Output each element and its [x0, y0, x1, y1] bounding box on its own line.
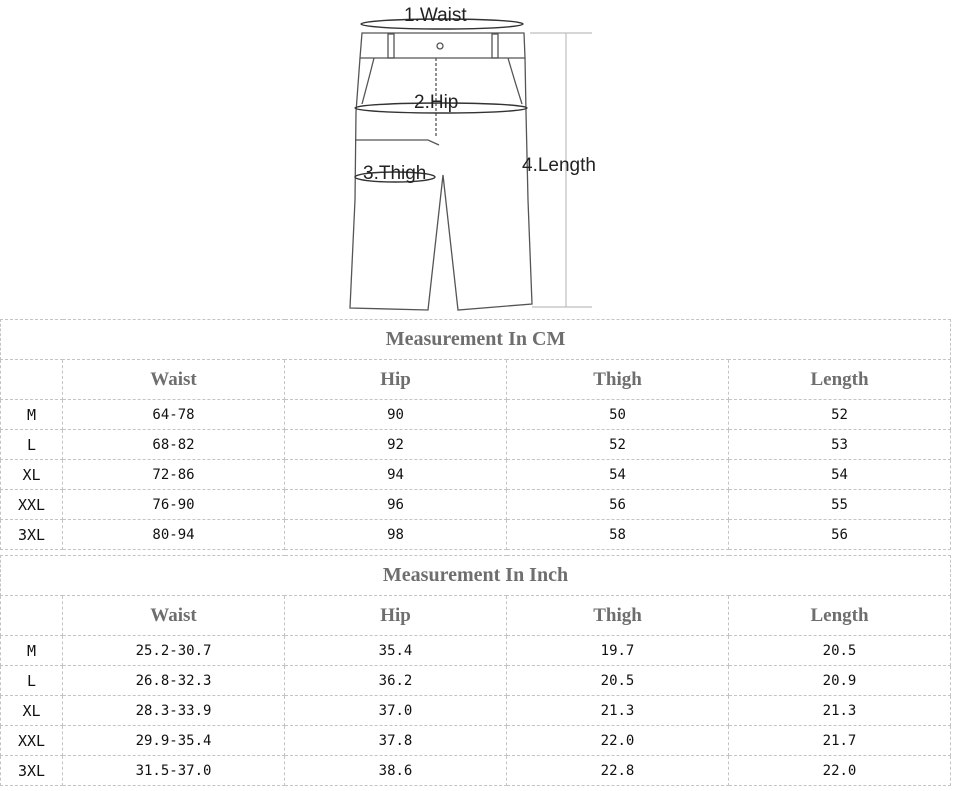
waist-cell: 26.8-32.3	[63, 666, 285, 696]
size-cell: L	[1, 666, 63, 696]
hip-cell: 94	[285, 460, 507, 490]
hip-cell: 92	[285, 430, 507, 460]
thigh-label: 3.Thigh	[363, 163, 427, 184]
column-header-waist: Waist	[63, 596, 285, 636]
size-header-empty	[1, 360, 63, 400]
size-cell: 3XL	[1, 756, 63, 786]
cm-header-row	[1, 360, 951, 400]
waist-cell: 80-94	[63, 520, 285, 550]
inch-table-title: Measurement In Inch	[1, 556, 951, 596]
thigh-cell: 54	[507, 460, 729, 490]
table-row	[1, 460, 951, 490]
cm-size-table	[0, 319, 951, 550]
thigh-cell: 21.3	[507, 696, 729, 726]
column-header-length: Length	[729, 360, 951, 400]
size-header-empty	[1, 596, 63, 636]
waist-cell: 64-78	[63, 400, 285, 430]
waist-label: 1.Waist	[404, 5, 467, 26]
size-cell: M	[1, 636, 63, 666]
length-cell: 55	[729, 490, 951, 520]
hip-cell: 37.0	[285, 696, 507, 726]
length-cell: 54	[729, 460, 951, 490]
inch-size-table	[0, 555, 951, 786]
hip-cell: 37.8	[285, 726, 507, 756]
size-cell: L	[1, 430, 63, 460]
thigh-cell: 22.8	[507, 756, 729, 786]
table-row	[1, 636, 951, 666]
hip-cell: 38.6	[285, 756, 507, 786]
thigh-cell: 22.0	[507, 726, 729, 756]
length-cell: 21.3	[729, 696, 951, 726]
table-row	[1, 490, 951, 520]
waist-cell: 31.5-37.0	[63, 756, 285, 786]
size-cell: XXL	[1, 726, 63, 756]
thigh-cell: 19.7	[507, 636, 729, 666]
column-header-thigh: Thigh	[507, 360, 729, 400]
waist-cell: 76-90	[63, 490, 285, 520]
size-cell: XL	[1, 460, 63, 490]
table-row	[1, 756, 951, 786]
hip-cell: 90	[285, 400, 507, 430]
length-cell: 22.0	[729, 756, 951, 786]
column-header-hip: Hip	[285, 360, 507, 400]
hip-cell: 98	[285, 520, 507, 550]
table-row	[1, 430, 951, 460]
pants-measurement-diagram	[340, 0, 620, 318]
thigh-cell: 52	[507, 430, 729, 460]
column-header-length: Length	[729, 596, 951, 636]
waist-cell: 25.2-30.7	[63, 636, 285, 666]
length-cell: 56	[729, 520, 951, 550]
thigh-cell: 56	[507, 490, 729, 520]
length-cell: 20.9	[729, 666, 951, 696]
table-row	[1, 696, 951, 726]
waist-cell: 28.3-33.9	[63, 696, 285, 726]
column-header-waist: Waist	[63, 360, 285, 400]
hip-cell: 96	[285, 490, 507, 520]
size-cell: XXL	[1, 490, 63, 520]
column-header-hip: Hip	[285, 596, 507, 636]
waist-cell: 29.9-35.4	[63, 726, 285, 756]
length-cell: 20.5	[729, 636, 951, 666]
cm-table-title: Measurement In CM	[1, 320, 951, 360]
table-row	[1, 726, 951, 756]
length-label: 4.Length	[522, 155, 596, 176]
size-cell: M	[1, 400, 63, 430]
column-header-thigh: Thigh	[507, 596, 729, 636]
waist-cell: 68-82	[63, 430, 285, 460]
hip-cell: 36.2	[285, 666, 507, 696]
hip-label: 2.Hip	[414, 92, 459, 113]
length-cell: 52	[729, 400, 951, 430]
table-row	[1, 400, 951, 430]
thigh-cell: 58	[507, 520, 729, 550]
size-cell: 3XL	[1, 520, 63, 550]
thigh-cell: 50	[507, 400, 729, 430]
table-row	[1, 666, 951, 696]
size-cell: XL	[1, 696, 63, 726]
length-cell: 21.7	[729, 726, 951, 756]
length-cell: 53	[729, 430, 951, 460]
table-row	[1, 520, 951, 550]
waist-cell: 72-86	[63, 460, 285, 490]
hip-cell: 35.4	[285, 636, 507, 666]
thigh-cell: 20.5	[507, 666, 729, 696]
inch-header-row	[1, 596, 951, 636]
